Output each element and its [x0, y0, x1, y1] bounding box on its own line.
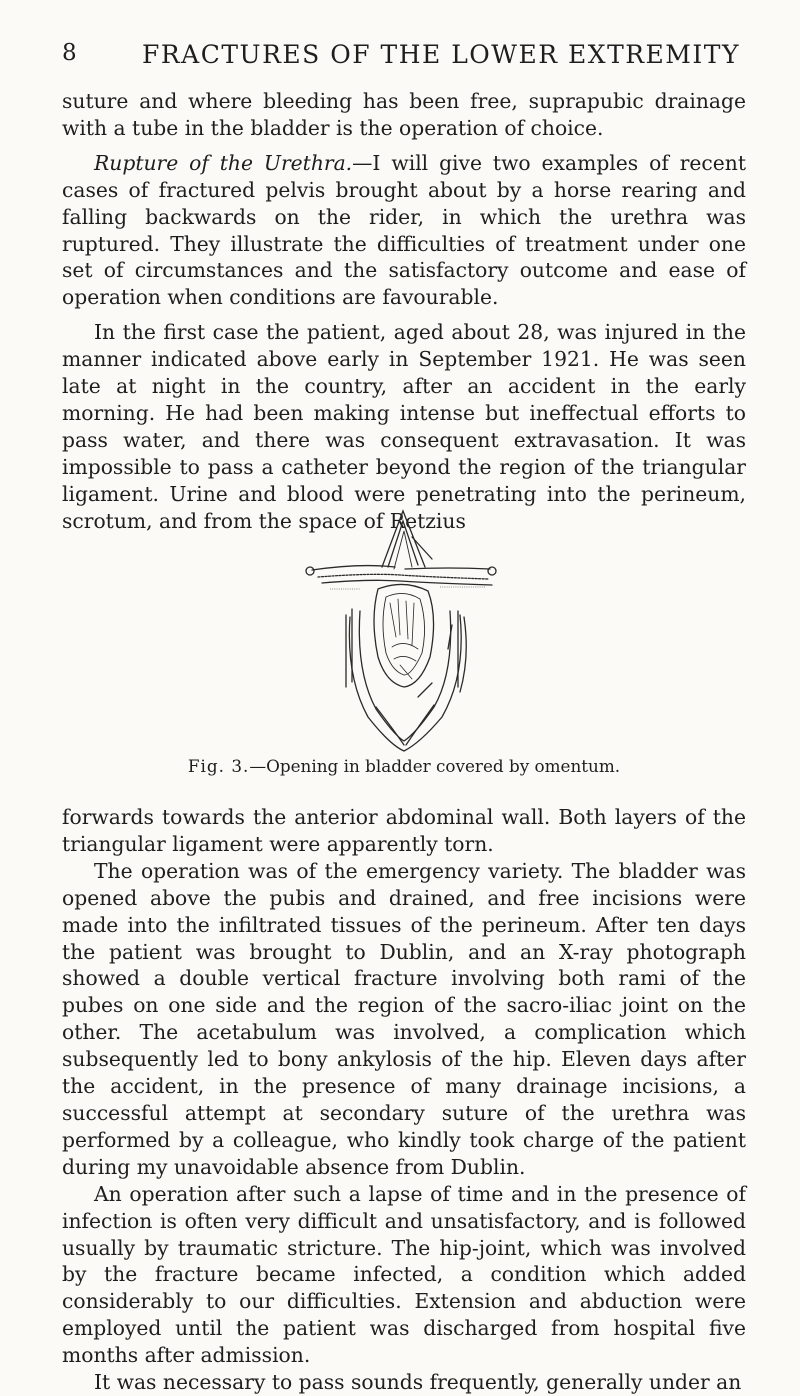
figure-caption-text: —Opening in bladder covered by omentum. [249, 756, 621, 776]
page-header [62, 36, 740, 76]
paragraph: It was necessary to pass sounds frequently, generally under an [94, 1370, 742, 1395]
running-head: FRACTURES OF THE LOWER EXTREMITY [142, 40, 740, 69]
text-block-top [62, 88, 746, 535]
paragraph [62, 150, 746, 311]
paragraph-text: —I will give two examples of recent cases of fractured pelvis brought about by a horse rearing and falling backwards on the rider, in which the urethra was ruptured. They illustrate the difficulties of treatment under one set of circumstances and the satisfactory outcome and ease of operation when conditions are favourable. [62, 150, 747, 310]
text-block-bottom [62, 804, 746, 1396]
paragraph: forwards towards the anterior abdominal wall. Both layers of the triangular ligament were apparently torn. [62, 805, 746, 856]
figure-caption [62, 756, 746, 776]
page-number: 8 [62, 40, 77, 66]
paragraph: An operation after such a lapse of time and in the presence of infection is often very difficult and unsatisfactory, and is followed usually by traumatic stricture. The hip-joint, which was involved by the fracture became infected, a condition which added considerably to our difficulties. Extension and abduction were employed until the patient was discharged from hospital five months after admission. [62, 1181, 746, 1368]
figure-label: Fig. 3. [187, 756, 250, 776]
paragraph: suture and where bleeding has been free, suprapubic drainage with a tube in the bladder is the operation of choice. [62, 89, 746, 140]
bladder-illustration [300, 507, 500, 757]
paragraph: In the first case the patient, aged about 28, was injured in the manner indicated above early in September 1921. He was seen late at night in the country, after an accident in the early morning. He had been making intense but ineffectual efforts to pass water, and there was consequent extravasation. It was impossible to pass a catheter beyond the region of the triangular ligament. Urine and blood were penetrating into the perineum, scrotum, and from the space of Retzius [62, 320, 746, 533]
section-heading: Rupture of the Urethra. [94, 150, 353, 175]
paragraph: The operation was of the emergency variety. The bladder was opened above the pubis and drained, and free incisions were made into the infiltrated tissues of the perineum. After ten days the patient was brought to Dublin, and an X-ray photograph showed a double vertical fracture involving both rami of the pubes on one side and the region of the sacro-iliac joint on the other. The acetabulum was involved, a complication which subsequently led to bony ankylosis of the hip. Eleven days after the accident, in the presence of many drainage incisions, a successful attempt at secondary suture of the urethra was performed by a colleague, who kindly took charge of the patient during my unavoidable absence from Dublin. [62, 858, 746, 1179]
